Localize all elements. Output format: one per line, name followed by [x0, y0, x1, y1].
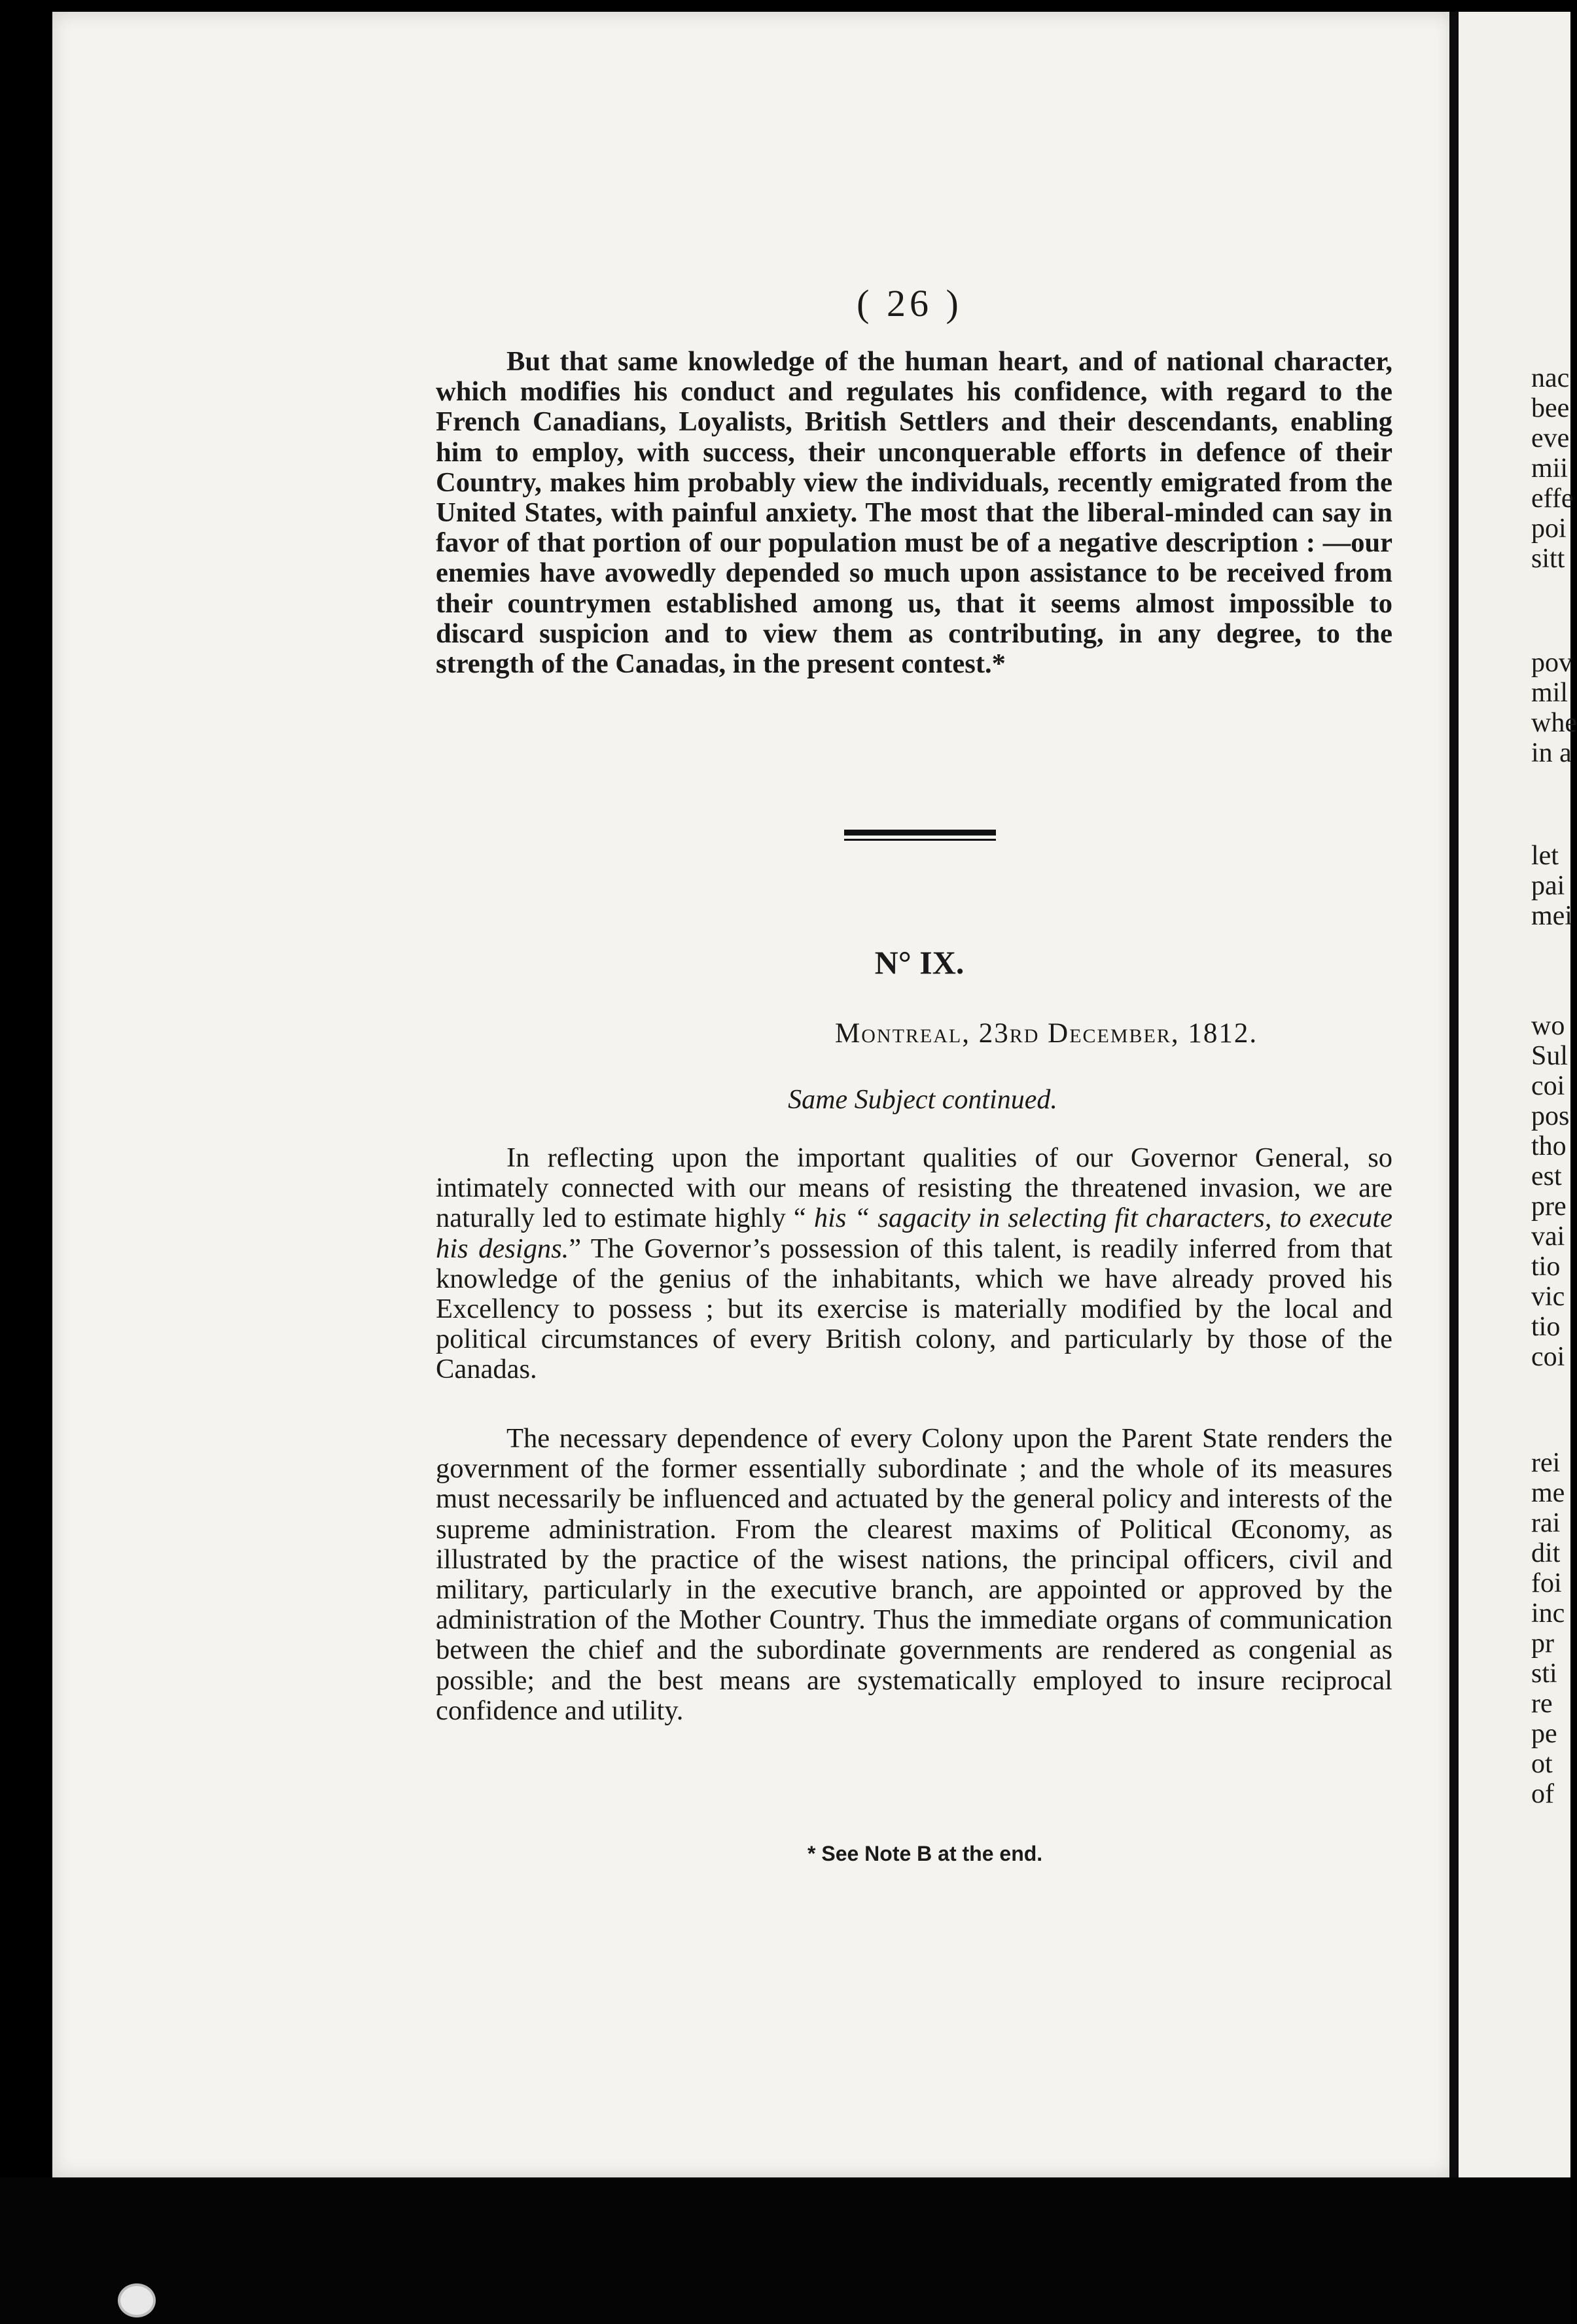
right-page-line-fragment: nac — [1531, 363, 1570, 393]
right-page-line-fragment: let — [1531, 841, 1559, 871]
right-page-line-fragment: pos — [1531, 1101, 1570, 1131]
right-page-line-fragment: sitt — [1531, 544, 1565, 574]
right-page-line-fragment: in a — [1531, 738, 1572, 768]
right-page-line-fragment: pai — [1531, 871, 1565, 901]
paragraph-1: But that same knowledge of the human heart, and of national character, which modifies his conduct and regulates his confidence, with regard to the French Canadians, Loyalists, British Settlers and their descendants, enabling him to employ, with success, their unconquerable efforts in defence of their Country, makes him probably view the individuals, recently emigrated from the United States, with painful anxiety. The most that the liberal-minded can say in favor of that portion of our population must be of a negative description : —our enemies have avowedly depended so much upon assistance to be received from their countrymen established among us, that it seems almost impossible to discard suspicion and to view them as contributing, in any degree, to the strength of the Canadas, in the present contest.* — [436, 346, 1392, 680]
right-page-line-fragment: tho — [1531, 1131, 1567, 1161]
right-page-line-fragment: wo — [1531, 1011, 1565, 1041]
right-page-line-fragment: sti — [1531, 1659, 1557, 1689]
right-page-line-fragment: coi — [1531, 1342, 1565, 1372]
right-page-line-fragment: pr — [1531, 1629, 1554, 1659]
book-gutter — [1449, 12, 1459, 2177]
section-subtitle: Same Subject continued. — [788, 1085, 1057, 1115]
paragraph-2 — [436, 1143, 1392, 1385]
paragraph-2-end: ” The Governor’s possession of this talent, is readily inferred from that knowledge of the genius of the inhabitants, which we have already proved his Excellency to possess ; but its exercise is materially modified by the local and political circumstances of every British colony, and particularly by those of the Canadas. — [436, 1233, 1392, 1385]
page-number: ( 26 ) — [857, 282, 963, 325]
right-page-line-fragment: bee — [1531, 393, 1570, 423]
right-page-line-fragment: pov — [1531, 648, 1572, 678]
right-page-line-fragment: est — [1531, 1161, 1562, 1191]
right-page-line-fragment: dit — [1531, 1538, 1561, 1568]
right-page-line-fragment: re — [1531, 1689, 1553, 1719]
right-page-line-fragment: tio — [1531, 1312, 1561, 1342]
right-page-line-fragment: of — [1531, 1779, 1554, 1809]
right-page-line-fragment: pre — [1531, 1191, 1567, 1222]
paragraph-2-start: In reflecting upon the important qualities of our Governor General, so intimately connected with our means of resisting the threatened invasion, we are naturally led to estimate highly “ — [436, 1142, 1392, 1234]
right-page-line-fragment: inc — [1531, 1598, 1565, 1629]
right-page-line-fragment: mei — [1531, 901, 1572, 931]
paragraph-2-block — [436, 1143, 1392, 1385]
scan-corner-mark — [118, 2283, 156, 2317]
right-page-line-fragment: rei — [1531, 1448, 1561, 1478]
paragraph-1-block — [436, 347, 1392, 679]
scan-border — [0, 2177, 1570, 2324]
right-page-line-fragment: vic — [1531, 1282, 1565, 1312]
section-number-heading: N° IX. — [874, 944, 965, 981]
right-page-line-fragment: Sul — [1531, 1041, 1568, 1071]
right-page-line-fragment: mil — [1531, 678, 1568, 708]
section-divider — [844, 830, 996, 841]
right-page-line-fragment: tio — [1531, 1252, 1561, 1282]
right-page-line-fragment: coi — [1531, 1071, 1565, 1101]
paragraph-2-quote: his “ sagacity in selecting fit characters, to execute his designs. — [436, 1203, 1392, 1264]
right-page-line-fragment: foi — [1531, 1568, 1562, 1598]
footnote: * See Note B at the end. — [807, 1842, 1043, 1865]
right-page-line-fragment: whe — [1531, 708, 1577, 738]
right-page-line-fragment: poi — [1531, 514, 1567, 544]
dateline: Montreal, 23rd December, 1812. — [835, 1018, 1258, 1049]
right-page-line-fragment: effe — [1531, 484, 1574, 514]
right-page-line-fragment: rai — [1531, 1508, 1561, 1538]
right-page-line-fragment: eve — [1531, 423, 1570, 453]
paragraph-3-block — [436, 1424, 1392, 1726]
right-page-line-fragment: pe — [1531, 1719, 1557, 1749]
paragraph-3: The necessary dependence of every Colony upon the Parent State renders the government of the former essentially subordinate ; and the whole of its measures must necessarily be influenced and actuated by the general policy and interests of the supreme administration. From the clearest maxims of Political Œconomy, as illustrated by the practice of the wisest nations, the principal officers, civil and military, particularly in the executive branch, are appointed or approved by the administration of the Mother Country. Thus the immediate organs of communication between the chief and the subordinate governments are rendered as congenial as possible; and the best means are systematically employed to insure reciprocal confidence and utility. — [436, 1423, 1392, 1726]
right-page-line-fragment: vai — [1531, 1222, 1565, 1252]
right-page-line-fragment: me — [1531, 1478, 1565, 1508]
right-page-line-fragment: mii — [1531, 453, 1568, 484]
right-page-line-fragment: ot — [1531, 1749, 1553, 1779]
